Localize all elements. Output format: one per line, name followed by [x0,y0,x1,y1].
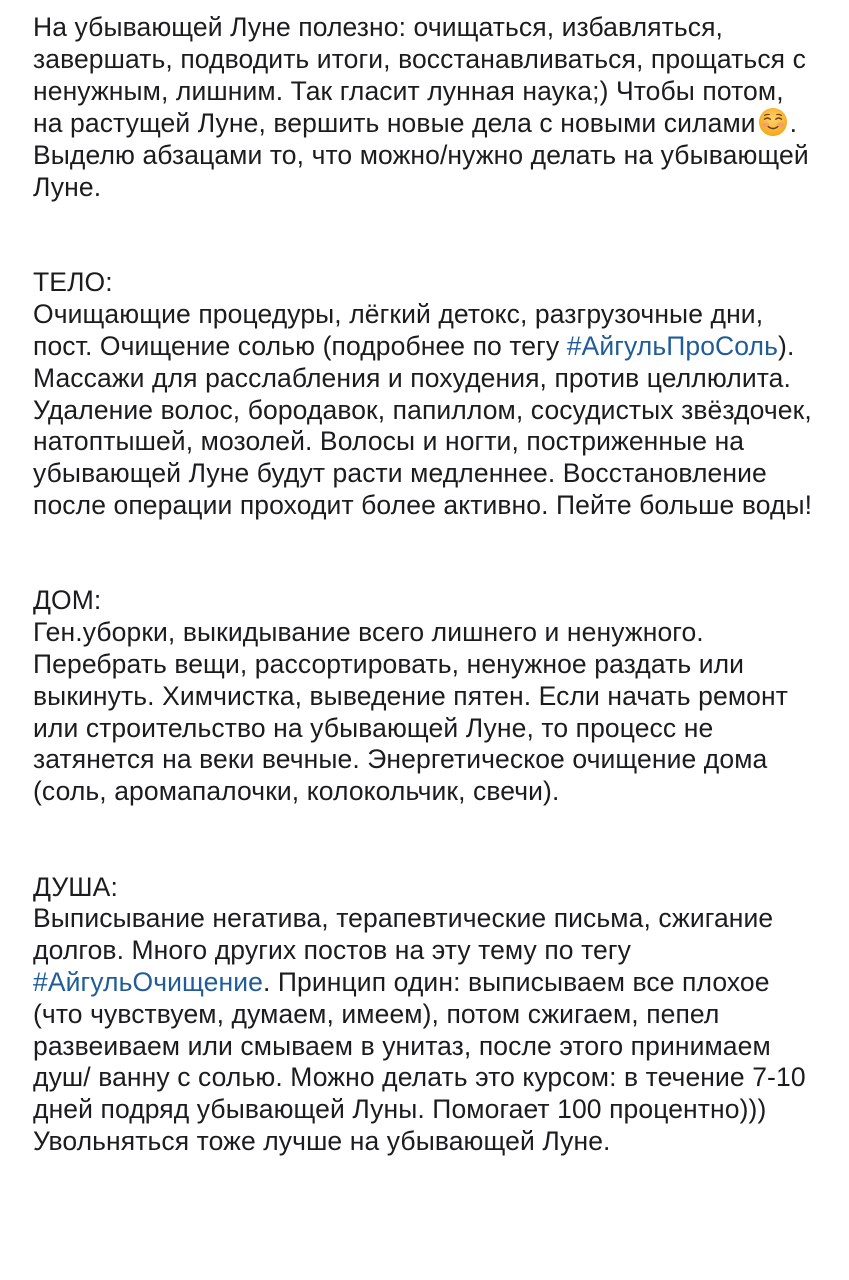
smiling-face-with-blush-emoji-icon [758,107,788,137]
spacer [33,236,818,268]
soul-paragraph [33,903,818,1126]
hashtag-link-cleansing[interactable]: #АйгульОчищение [33,966,263,997]
post-text [33,12,818,1158]
intro-text-part2: . Выделю абзацами то, что можно/нужно делать на убывающей Луне. [33,108,809,202]
body-paragraph [33,299,818,522]
home-paragraph: Ген.уборки, выкидывание всего лишнего и ненужного. Перебрать вещи, рассортировать, ненужное раздать или выкинуть. Химчистка, выведение пятен. Если начать ремонт или строительство на убывающей Луне, то процесс не затянется на веки вечные. Энергетическое очищение дома (соль, аромапалочки, колокольчик, свечи). [33,617,788,807]
body-text-before-tag: Очищающие процедуры, лёгкий детокс, разгрузочные дни, пост. Очищение солью (подробнее по тегу [33,299,764,361]
spacer [33,204,818,236]
spacer [33,808,818,840]
section-heading-soul: ДУША: [33,871,118,902]
soul-text-before-tag: Выписывание негатива, терапевтические письма, сжигание долгов. Много других постов на эту тему по тегу [33,903,774,966]
intro-paragraph [33,12,818,204]
soul-text-after-tag: . Принцип один: выписываем все плохое (что чувствуем, думаем, имеем), потом сжигаем, пепел развеиваем или смываем в унитаз, после этого принимаем душ/ ванну с солью. Можно делать это курсом: в течение 7-10 дней подряд убывающей Луны. Помогает 100 процентно))) [33,966,806,1125]
spacer [33,554,818,586]
closing-paragraph: Увольняться тоже лучше на убывающей Луне. [33,1125,611,1156]
hashtag-link-salt[interactable]: #АйгульПроСоль [566,330,779,361]
body-text-after-tag: ). Массажи для расслабления и похудения, против целлюлита. Удаление волос, бородавок, папиллом, сосудистых звёздочек, натоптышей, мозолей. Волосы и ногти, постриженные на убывающей Луне будут расти медленнее. Восстановление после операции проходит более активно. Пейте больше воды! [33,330,813,520]
intro-text-part1: На убывающей Луне полезно: очищаться, избавляться, завершать, подводить итоги, восстанавливаться, прощаться с ненужным, лишним. Так гласит лунная наука;) Чтобы потом, на растущей Луне, вершить новые дела с новыми силами [33,12,806,139]
section-heading-body: ТЕЛО: [33,267,113,298]
section-heading-home: ДОМ: [33,585,102,616]
spacer [33,522,818,554]
spacer [33,840,818,872]
